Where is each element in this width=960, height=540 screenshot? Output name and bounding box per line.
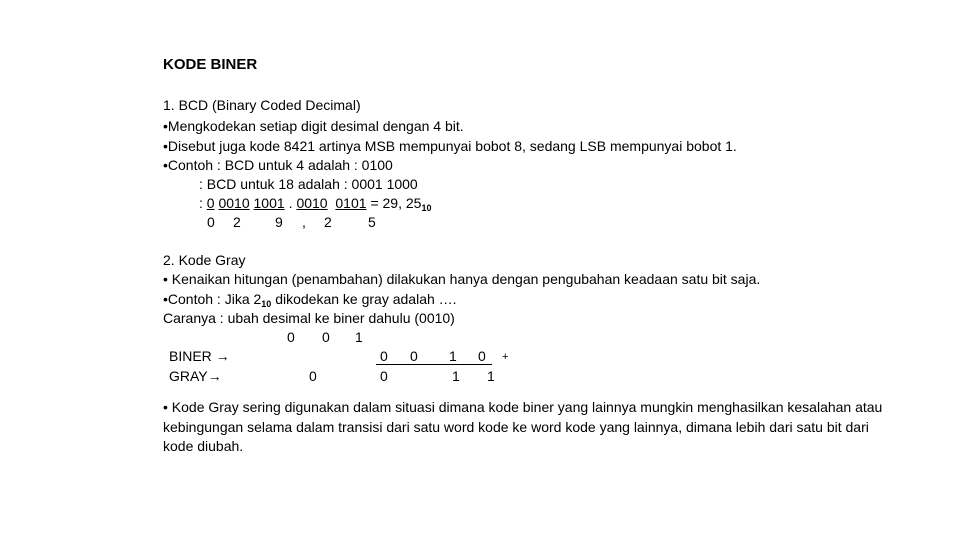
biner-bit-3: 0 [478, 348, 486, 364]
bcd-group-4: 0101 [335, 195, 367, 211]
bcd-group-3: 0010 [296, 195, 328, 211]
biner-label: BINER → [169, 348, 230, 364]
page-title: KODE BINER [163, 56, 258, 73]
gray-bullet-1: • Kenaikan hitungan (penambahan) dilakukan hanya dengan pengubahan keadaan satu bit saja. [163, 271, 761, 287]
bcd-digit-4: 5 [368, 214, 376, 230]
gray-bit-3: 1 [487, 368, 495, 384]
bcd-digit-0: 0 [207, 214, 215, 230]
gray-carry-bit-2: 1 [355, 329, 363, 345]
bcd-digit-1: 2 [233, 214, 241, 230]
gray-heading: 2. Kode Gray [163, 252, 246, 268]
bcd-example-1: •Contoh : BCD untuk 4 adalah : 0100 [163, 157, 393, 173]
biner-bit-2: 1 [449, 348, 457, 364]
bcd-result: = 29, 25 [370, 195, 422, 211]
gray-carry-bit-0: 0 [287, 329, 295, 345]
bcd-group-2: 1001 [253, 195, 285, 211]
gray-example-suffix: dikodekan ke gray adalah …. [271, 291, 457, 307]
gray-bit-2: 1 [452, 368, 460, 384]
bcd-bullet-1: •Mengkodekan setiap digit desimal dengan 4 bit. [163, 118, 464, 134]
gray-example-base: 10 [261, 299, 272, 309]
gray-example-prefix: •Contoh : Jika 2 [163, 291, 262, 307]
gray-bit-1: 0 [380, 368, 388, 384]
plus-sign: + [502, 351, 509, 363]
gray-note: • Kode Gray sering digunakan dalam situasi dimana kode biner yang lainnya mungkin menghasilkan kesalahan atau kebingungan selama dalam transisi dari satu word kode ke word kode yang lainnya, dimana lebih dari satu bit dari kode diubah. [163, 399, 883, 454]
bcd-group-0: 0 [206, 195, 215, 211]
gray-carry-bit-1: 0 [322, 329, 330, 345]
bcd-digit-3: 2 [324, 214, 332, 230]
bcd-result-base: 10 [421, 203, 432, 213]
gray-example [163, 290, 457, 308]
bcd-example-3 [199, 194, 431, 212]
bcd-digit-2: 9 [275, 214, 283, 230]
bcd-group-1: 0010 [218, 195, 250, 211]
bcd-digit-comma: , [302, 214, 306, 230]
gray-method: Caranya : ubah desimal ke biner dahulu (0010) [163, 310, 455, 326]
gray-label: GRAY→ [169, 368, 222, 384]
bcd-bullet-2: •Disebut juga kode 8421 artinya MSB mempunyai bobot 8, sedang LSB mempunyai bobot 1. [163, 138, 737, 154]
biner-bit-1: 0 [410, 348, 418, 364]
bcd-heading: 1. BCD (Binary Coded Decimal) [163, 97, 361, 113]
biner-bit-0: 0 [380, 348, 388, 364]
bcd-example-2: : BCD untuk 18 adalah : 0001 1000 [199, 176, 418, 192]
bcd-decimal-point: . [288, 195, 297, 211]
biner-underline [376, 364, 492, 365]
gray-bit-0: 0 [309, 368, 317, 384]
bcd-example-3-colon: : [199, 195, 203, 211]
